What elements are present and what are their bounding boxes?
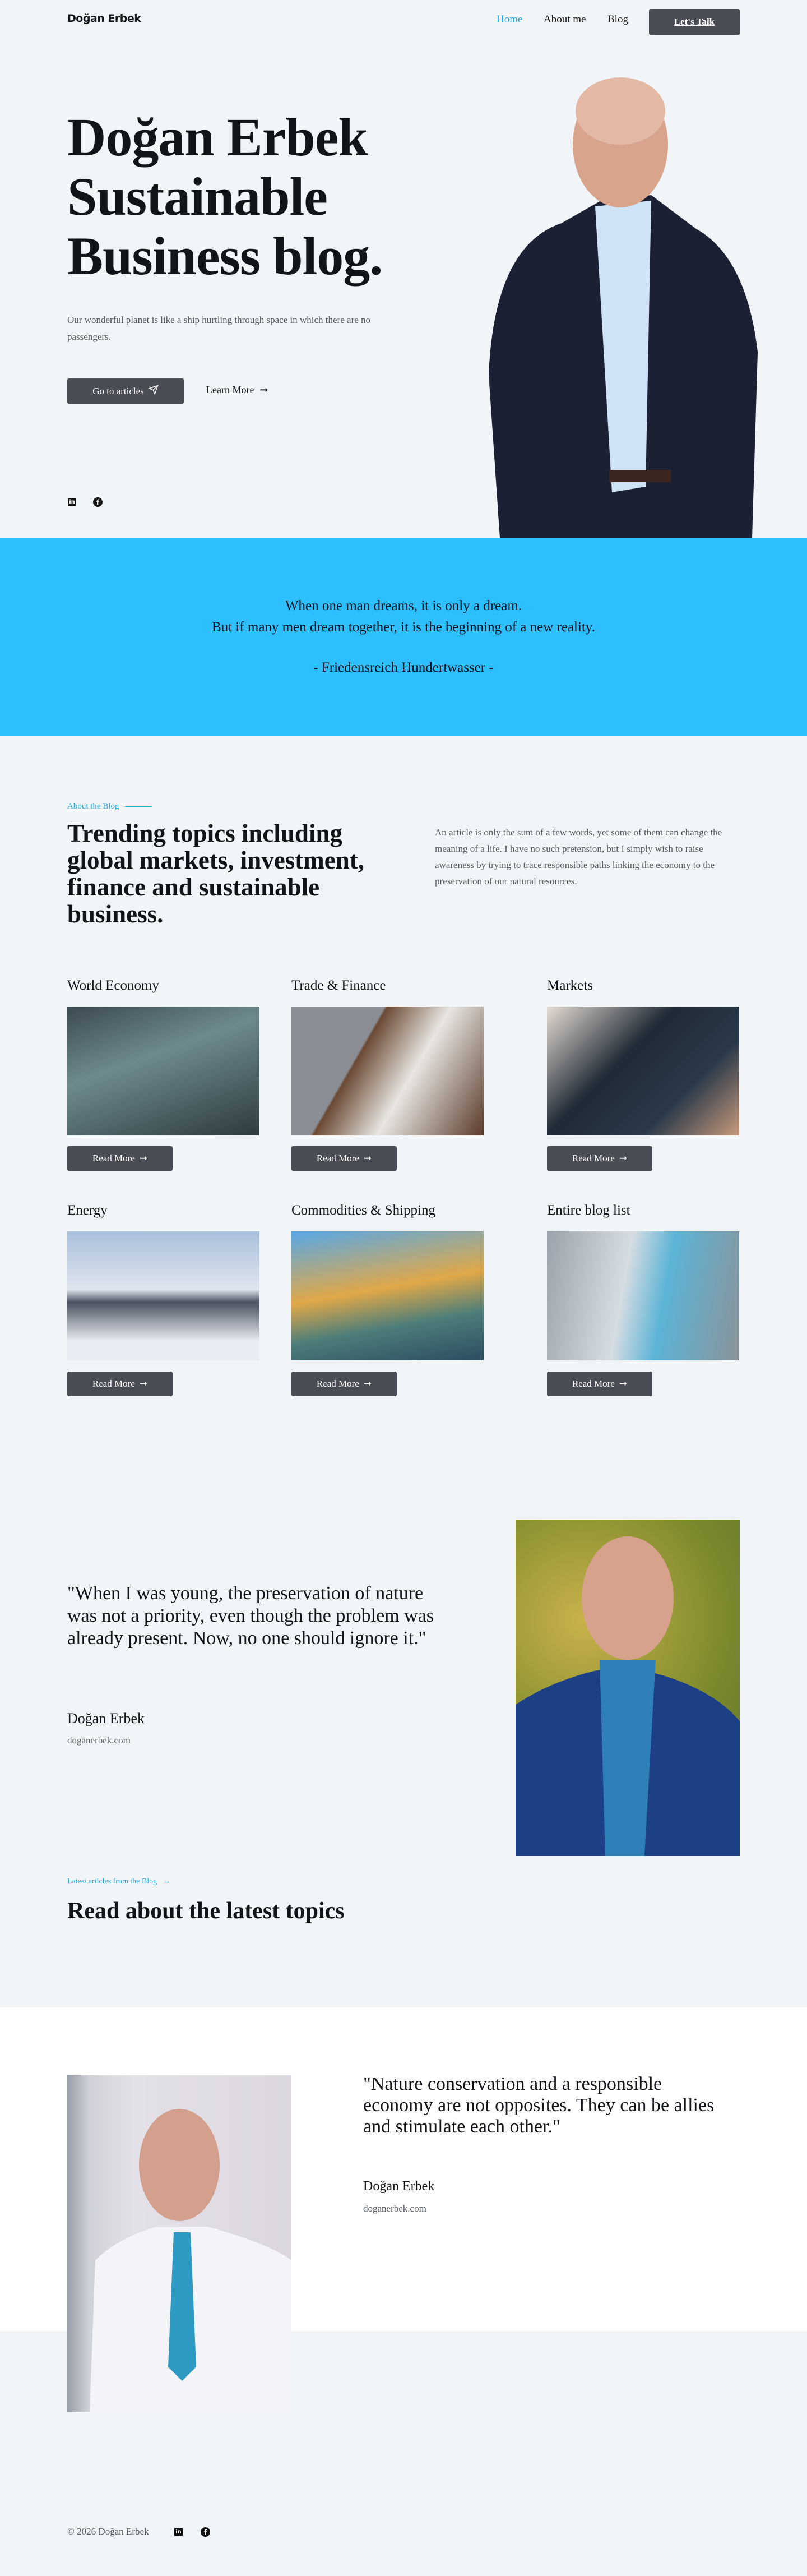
portrait-tie-image	[67, 2075, 291, 2412]
button-label: Read More	[92, 1153, 135, 1164]
go-to-articles-button[interactable]	[67, 378, 184, 404]
divider	[125, 806, 152, 807]
nav-home[interactable]: Home	[497, 13, 523, 25]
quote-line: When one man dreams, it is only a dream.	[285, 598, 522, 613]
about-title: Trending topics including global markets, investment, finance and sustainable business.	[67, 819, 364, 928]
topic-title[interactable]: Commodities & Shipping	[291, 1203, 435, 1218]
arrow-right-icon: ➞	[363, 1153, 372, 1164]
quote-name: Doğan Erbek	[363, 2179, 435, 2194]
topic-title[interactable]: Energy	[67, 1203, 108, 1218]
read-more-button[interactable]	[291, 1372, 397, 1396]
quote-band	[0, 538, 807, 736]
latest-title: Read about the latest topics	[67, 1898, 345, 1924]
hero-text: Our wonderful planet is like a ship hurtling through space in which there are no passengers.	[67, 315, 371, 342]
facebook-icon[interactable]: f	[93, 497, 103, 507]
learn-more-link[interactable]	[206, 384, 268, 396]
arrow-right-icon: ➞	[259, 384, 268, 395]
topic-title[interactable]: Entire blog list	[547, 1203, 630, 1218]
hero-title-line: Business blog.	[67, 226, 383, 286]
button-label: Go to articles	[92, 385, 144, 396]
hero-title-line: Doğan Erbek	[67, 107, 368, 167]
lets-talk-button[interactable]: Let's Talk	[649, 9, 740, 35]
topic-title[interactable]: Trade & Finance	[291, 978, 386, 993]
hero-title	[67, 108, 382, 286]
quote-text: "When I was young, the preservation of nature was not a priority, even though the problem was already present. Now, no one should ignore it."	[67, 1583, 434, 1649]
arrow-right-icon: ➞	[139, 1378, 148, 1389]
button-label: Read More	[572, 1153, 615, 1164]
site-logo[interactable]: Doğan Erbek	[67, 12, 141, 25]
about-text: An article is only the sum of a few words, yet some of them can change the meaning of a life. I have no such pretension, but I simply wish to raise awareness by trying to trace responsible paths linking the economy to the preservation of our natural resources.	[435, 827, 722, 887]
button-label: Read More	[316, 1378, 359, 1389]
button-label: Read More	[572, 1378, 615, 1389]
topic-title[interactable]: World Economy	[67, 978, 159, 993]
arrow-right-icon: ➞	[619, 1153, 628, 1164]
button-label: Read More	[316, 1153, 359, 1164]
topic-image[interactable]	[291, 1007, 484, 1135]
quote-text: "Nature conservation and a responsible economy are not opposites. They can be allies and stimulate each other."	[363, 2074, 715, 2137]
topic-image[interactable]	[547, 1007, 739, 1135]
read-more-button[interactable]	[291, 1146, 397, 1171]
topic-image[interactable]	[67, 1007, 259, 1135]
linkedin-icon[interactable]: in	[68, 498, 76, 506]
label-text: About the Blog	[67, 802, 119, 811]
hero-title-line: Sustainable	[67, 167, 327, 227]
quote-url[interactable]: doganerbek.com	[363, 2203, 426, 2214]
quote-name: Doğan Erbek	[67, 1710, 145, 1726]
quote-url[interactable]: doganerbek.com	[67, 1735, 131, 1746]
quote-line: But if many men dream together, it is the beginning of a new reality.	[212, 620, 595, 635]
portrait-autumn-image	[516, 1520, 740, 1856]
topic-image[interactable]	[291, 1231, 484, 1360]
nav-blog[interactable]: Blog	[607, 13, 628, 25]
link-label: Learn More	[206, 384, 254, 395]
button-label: Read More	[92, 1378, 135, 1389]
arrow-right-icon: ➞	[619, 1378, 628, 1389]
read-more-button[interactable]	[547, 1146, 652, 1171]
nav-about[interactable]: About me	[544, 13, 586, 25]
linkedin-icon[interactable]: in	[174, 2528, 183, 2536]
read-more-button[interactable]	[67, 1372, 173, 1396]
topic-image[interactable]	[547, 1231, 739, 1360]
facebook-icon[interactable]: f	[201, 2527, 210, 2537]
arrow-right-icon: →	[163, 1877, 171, 1886]
read-more-button[interactable]	[67, 1146, 173, 1171]
hero-portrait-image	[483, 61, 760, 538]
about-label	[67, 802, 152, 811]
read-more-button[interactable]	[547, 1372, 652, 1396]
arrow-right-icon: ➞	[363, 1378, 372, 1389]
quote-author: - Friedensreich Hundertwasser -	[313, 660, 494, 675]
paper-plane-icon	[149, 385, 159, 398]
topic-image[interactable]	[67, 1231, 259, 1360]
latest-label	[67, 1877, 170, 1886]
footer-copyright: © 2026 Doğan Erbek	[67, 2526, 149, 2537]
arrow-right-icon: ➞	[139, 1153, 148, 1164]
label-text: Latest articles from the Blog	[67, 1877, 157, 1886]
topic-title[interactable]: Markets	[547, 978, 593, 993]
